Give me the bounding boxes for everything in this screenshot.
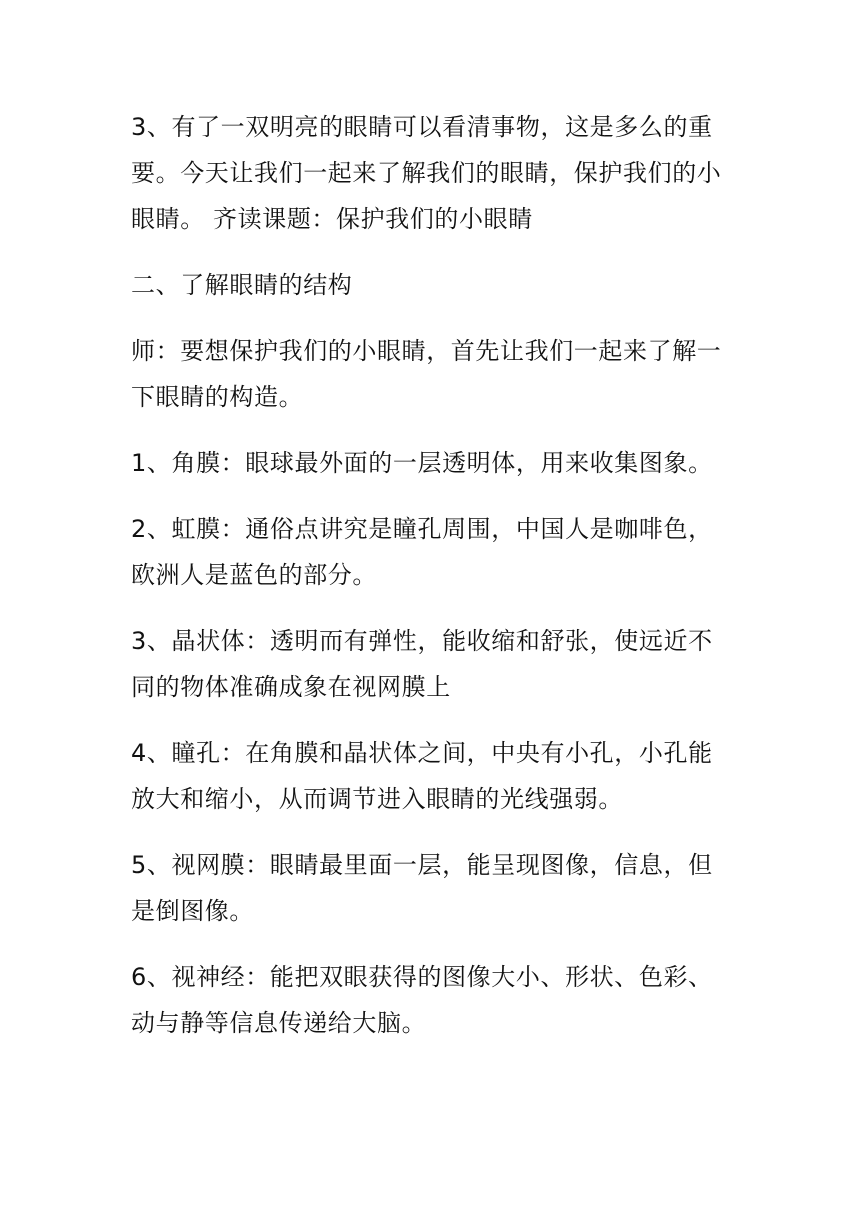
paragraph-teacher: 师：要想保护我们的小眼睛，首先让我们一起来了解一下眼睛的构造。 xyxy=(131,337,722,411)
paragraph-pupil: 4、瞳孔：在角膜和晶状体之间，中央有小孔，小孔能放大和缩小，从而调节进入眼睛的光线强弱。 xyxy=(131,739,713,813)
section-heading: 二、了解眼睛的结构 xyxy=(131,271,353,299)
paragraph-iris: 2、虹膜：通俗点讲究是瞳孔周围，中国人是咖啡色，欧洲人是蓝色的部分。 xyxy=(131,515,713,589)
paragraph-lens: 3、晶状体：透明而有弹性，能收缩和舒张，使远近不同的物体准确成象在视网膜上 xyxy=(131,627,713,701)
paragraph-optic-nerve: 6、视神经：能把双眼获得的图像大小、形状、色彩、动与静等信息传递给大脑。 xyxy=(131,963,713,1037)
document-body xyxy=(131,104,731,1066)
paragraph-retina: 5、视网膜：眼睛最里面一层，能呈现图像，信息，但是倒图像。 xyxy=(131,851,713,925)
paragraph-cornea: 1、角膜：眼球最外面的一层透明体，用来收集图象。 xyxy=(131,449,713,477)
paragraph-intro: 3、有了一双明亮的眼睛可以看清事物，这是多么的重要。今天让我们一起来了解我们的眼睛，保护我们的小眼睛。 齐读课题：保护我们的小眼睛 xyxy=(131,113,722,233)
